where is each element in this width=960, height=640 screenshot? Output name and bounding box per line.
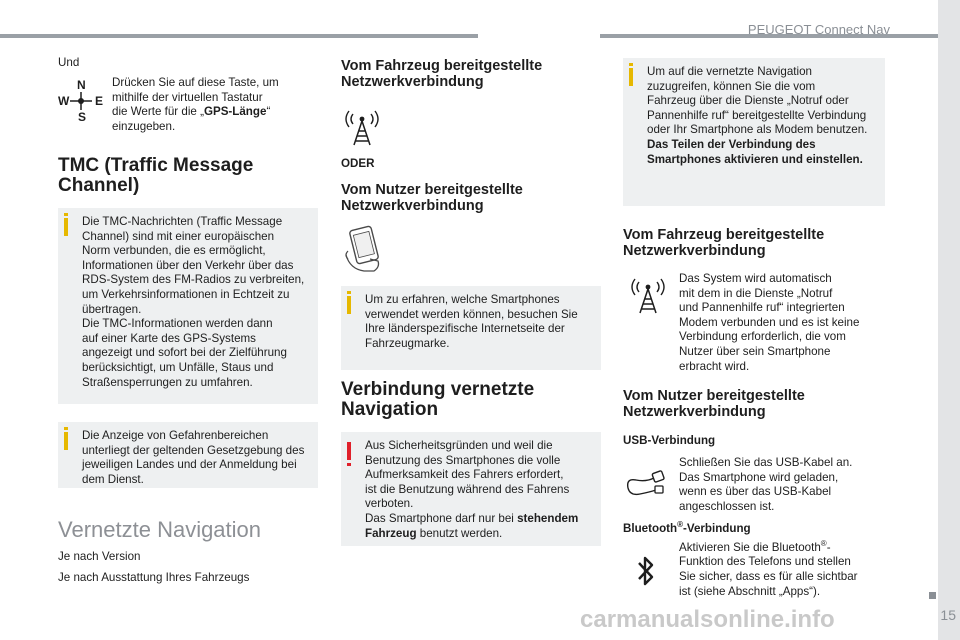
access-info-text: Um auf die vernetzte Navigation zuzugreifen, können Sie die vom Fahrzeug über die Dienste „Notruf oder Pannenhilfe ruf“ bereitgestellte Verbindung oder Ihr Smartphone als Modem benutzen. Das Teilen der Verbindung des Smartphones aktivieren und einstellen. bbox=[647, 65, 868, 166]
watermark: carmanualsonline.info bbox=[580, 606, 835, 633]
compass-cross-icon bbox=[69, 91, 93, 111]
tmc-info-box bbox=[58, 208, 318, 404]
safety-warning-text: Aus Sicherheitsgründen und weil die Benutzung des Smartphones die volle Aufmerksamkeit des Fahrers erfordert, ist die Benutzung während des Fahrens verboten. Das Smartphone darf nur bei stehendem Fahrzeug benutzt werden. bbox=[365, 439, 579, 540]
vehicle-network-heading: Vom Fahrzeug bereitgestellte Netzwerkverbindung bbox=[341, 58, 543, 90]
bluetooth-label: Bluetooth®-Verbindung bbox=[623, 520, 751, 535]
smartphone-info-text: Um zu erfahren, welche Smartphones verwendet werden können, besuchen Sie Ihre länderspezifische Internetseite der Fahrzeugmarke. bbox=[365, 293, 578, 350]
header-rule-left bbox=[0, 34, 478, 38]
antenna-icon bbox=[344, 108, 380, 146]
header-brand: PEUGEOT Connect Nav bbox=[747, 22, 890, 37]
press-instruction: Drücken Sie auf diese Taste, um mithilfe der virtuellen Tastatur die Werte für die „GPS-Länge“ einzugeben. bbox=[112, 76, 279, 133]
user-network-heading: Vom Nutzer bereitgestellte Netzwerkverbindung bbox=[341, 182, 523, 214]
vernetzte-navigation-title: Vernetzte Navigation bbox=[58, 517, 262, 542]
compass-button-icon bbox=[58, 78, 104, 124]
usb-label: USB-Verbindung bbox=[623, 434, 716, 447]
page-edge-strip bbox=[938, 0, 960, 640]
warning-icon bbox=[347, 442, 351, 460]
equipment-note: Je nach Ausstattung Ihres Fahrzeugs bbox=[58, 571, 250, 584]
info-icon bbox=[347, 296, 351, 314]
bluetooth-text: Aktivieren Sie die Bluetooth®- Funktion des Telefons und stellen Sie sicher, dass es für alle sichtbar ist (siehe Abschnitt „Apps“). bbox=[679, 539, 858, 598]
continue-marker bbox=[929, 592, 936, 599]
user-network-heading-2: Vom Nutzer bereitgestellte Netzwerkverbindung bbox=[623, 388, 805, 420]
system-auto-text: Das System wird automatisch mit dem in die Dienste „Notruf und Pannenhilfe ruf“ integrierten Modem verbunden und es ist keine Verbindung erforderlich, die vom Nutzer über sein Smartphone erbracht wird. bbox=[679, 272, 860, 373]
compass-north: N bbox=[77, 78, 86, 92]
version-note: Je nach Version bbox=[58, 550, 141, 563]
smartphone-info-box bbox=[341, 286, 601, 370]
oder-label: ODER bbox=[341, 157, 375, 170]
tmc-title: TMC (Traffic Message Channel) bbox=[58, 155, 254, 196]
access-info-box bbox=[623, 58, 885, 206]
compass-west: W bbox=[58, 94, 70, 108]
smartphone-hand-icon bbox=[340, 225, 386, 273]
info-icon bbox=[64, 218, 68, 236]
connect-navigation-title: Verbindung vernetzte Navigation bbox=[341, 379, 535, 420]
antenna-icon bbox=[630, 276, 666, 314]
compass-east: E bbox=[95, 94, 104, 108]
hazard-info-text: Die Anzeige von Gefahrenbereichen unterliegt der geltenden Gesetzgebung des jeweiligen Landes und der Anmeldung bei dem Dienst. bbox=[82, 429, 305, 486]
tmc-info-text: Die TMC-Nachrichten (Traffic Message Channel) sind mit einer europäischen Norm verbunden, die es ermöglicht, Informationen über den Verkehr über das RDS-System des FM-Radios zu verbreiten, um Verkehrsinformationen in Echtzeit zu übertragen. Die TMC-Informationen werden dann auf einer Karte des GPS-Systems angezeigt und sofort bei der Zielführung berücksichtigt, um Unfälle, Staus und Straßensperrungen zu umfahren. bbox=[82, 215, 305, 389]
und-label: Und bbox=[58, 56, 80, 69]
hazard-info-box bbox=[58, 422, 318, 488]
compass-south: S bbox=[78, 110, 87, 124]
page-number: 15 bbox=[940, 607, 956, 623]
bluetooth-icon bbox=[636, 554, 656, 588]
info-icon bbox=[629, 68, 633, 86]
usb-text: Schließen Sie das USB-Kabel an. Das Smartphone wird geladen, wenn es über das USB-Kabel angeschlossen ist. bbox=[679, 456, 853, 513]
safety-warning-box bbox=[341, 432, 601, 546]
info-icon bbox=[64, 432, 68, 450]
vehicle-network-heading-2: Vom Fahrzeug bereitgestellte Netzwerkverbindung bbox=[623, 227, 825, 259]
usb-cable-icon bbox=[624, 468, 666, 498]
